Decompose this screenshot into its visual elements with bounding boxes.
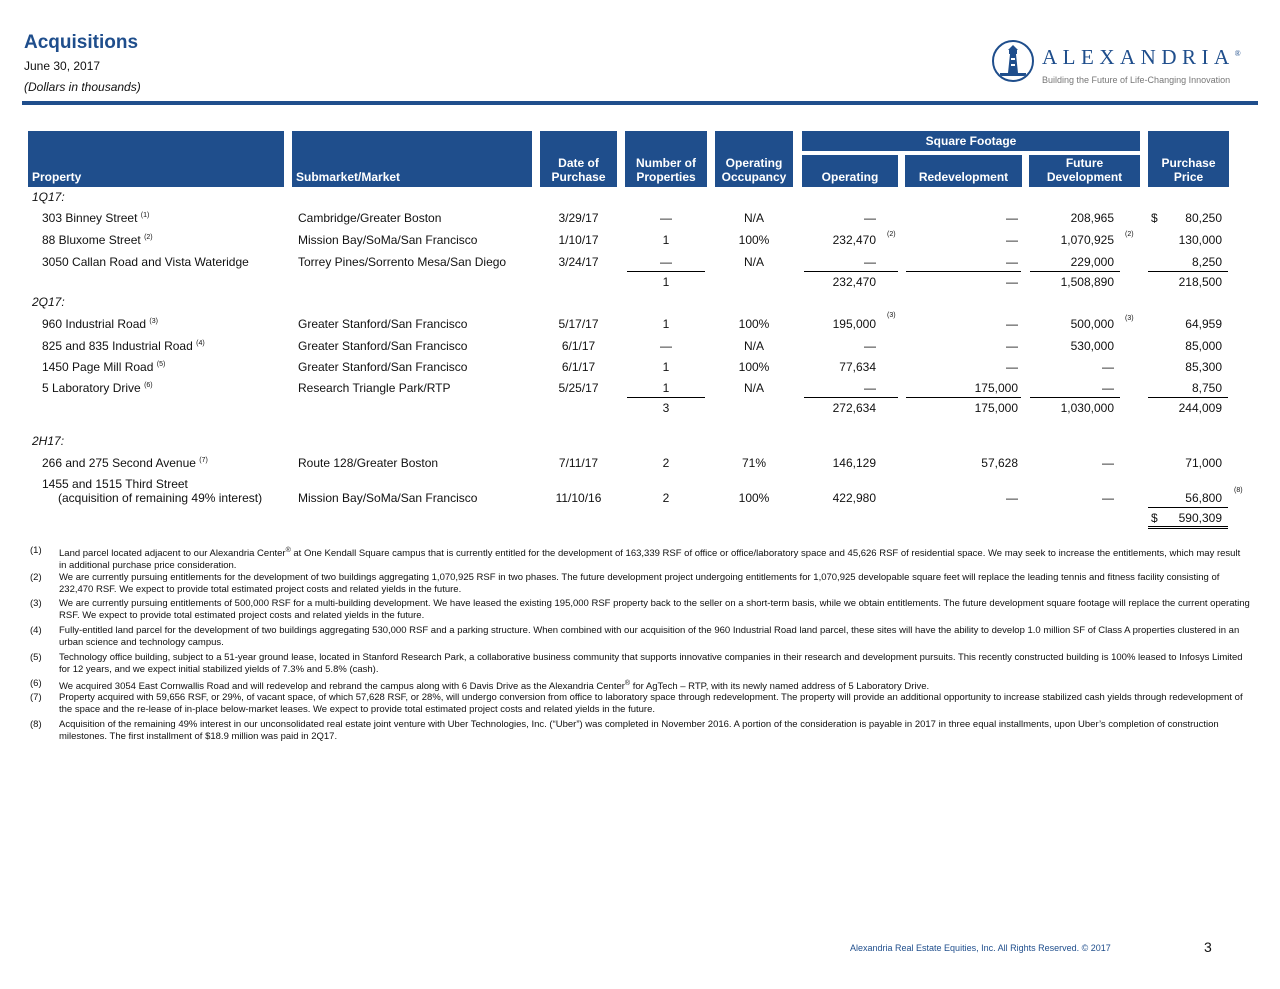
total-double-rule <box>1148 526 1228 529</box>
subtotal-rule <box>804 271 898 272</box>
header-divider <box>22 101 1258 105</box>
subtotal-rule <box>906 271 1021 272</box>
subtotal-rule <box>1030 397 1120 398</box>
page-title: Acquisitions <box>24 32 139 53</box>
col-header-occupancy: Operating Occupancy <box>715 131 793 187</box>
col-header-date: Date of Purchase <box>540 131 617 187</box>
report-date: June 30, 2017 <box>24 59 101 73</box>
logo-tagline: Building the Future of Life-Changing Innovation <box>1042 75 1231 85</box>
footnote: (1) Land parcel located adjacent to our Alexandria Center® at One Kendall Square campus that is currently entitled for the development of 163,339 RSF of office or office/laboratory space and 45,626 RSF of residential space. We may seek to increase the entitlements, which may result in additional purchase price consideration. <box>30 545 1241 571</box>
section-label-2q17: 2Q17: <box>32 295 65 309</box>
subtotal-rule <box>1148 271 1228 272</box>
subtotal-rule <box>627 271 705 272</box>
col-header-submarket: Submarket/Market <box>292 131 532 187</box>
footnote: (8) Acquisition of the remaining 49% interest in our unconsolidated real estate joint venture with Uber Technologies, Inc. (“Uber”) was completed in November 2016. A portion of the consideration is payable in 2017 in three equal installments, upon Uber’s completion of construction milestones. The first installment of $18.9 million was paid in 2Q17. <box>30 719 1219 742</box>
col-header-property: Property <box>28 131 284 187</box>
subtotal-rule <box>627 397 705 398</box>
col-header-num-properties: Number of Properties <box>625 131 707 187</box>
section-label-2h17: 2H17: <box>32 434 65 448</box>
col-header-operating: Operating <box>802 155 898 187</box>
total-rule <box>1148 507 1228 508</box>
section-label-1q17: 1Q17: <box>32 190 65 204</box>
square-footage-header: Square Footage <box>802 131 1140 151</box>
units-note: (Dollars in thousands) <box>24 80 141 94</box>
page-number: 3 <box>1204 939 1212 955</box>
subtotal-rule <box>804 397 898 398</box>
company-logo <box>992 40 1252 90</box>
footnote: (4) Fully-entitled land parcel for the development of two buildings aggregating 530,000 RSF and a parking structure. When combined with our acquisition of the 960 Industrial Road land parcel, these sites will have the ability to develop 1.0 million SF of Class A properties clustered in an urban science and technology campus. <box>30 625 1240 648</box>
footnote: (2) We are currently pursuing entitlements for the development of two buildings aggregating 1,070,925 RSF in two phases. The future development project undergoing entitlements for 1,070,925 developable square feet will replace the leading tennis and fitness facility consisting of 232,470 RSF. We expect to provide total estimated project costs and related yields in the future. <box>30 572 1220 595</box>
footnote: (7) Property acquired with 59,656 RSF, or 29%, of vacant space, of which 57,628 RSF, or 28%, will undergo conversion from office to laboratory space through redevelopment. The property will provide an additional opportunity to increase stabilized cash yields through redevelopment of the space and the re-lease of in-place below-market leases. We expect to provide total estimated project costs and related yields in the future. <box>30 692 1243 715</box>
copyright-footer: Alexandria Real Estate Equities, Inc. All Rights Reserved. © 2017 <box>850 943 1111 953</box>
logo-wordmark: ALEXANDRIA® <box>1042 45 1241 69</box>
col-header-redevelopment: Redevelopment <box>905 155 1022 187</box>
col-header-future-development: Future Development <box>1029 155 1140 187</box>
subtotal-rule <box>1030 271 1120 272</box>
footnote: (3) We are currently pursuing entitlements of 500,000 RSF for a multi-building development. We have leased the existing 195,000 RSF property back to the seller on a short-term basis, while we obtain entitlements. The future development square footage will replace the current operating RSF. We expect to provide total estimated project costs and related yields in the future. <box>30 598 1250 621</box>
subtotal-rule <box>1148 397 1228 398</box>
footnote: (5) Technology office building, subject to a 51-year ground lease, located in Stanford Research Park, a collaborative business community that supports innovative companies in their research and development pursuits. This recently constructed building is 100% leased to Infosys Limited for 12 years, and we expect initial stabilized yields of 7.3% and 5.8% (cash). <box>30 652 1243 675</box>
footnote: (6) We acquired 3054 East Cornwallis Road and will redevelop and rebrand the campus along with 6 Davis Drive as the Alexandria Center® for AgTech – RTP, with its newly named address of 5 Laboratory Drive. <box>30 678 930 693</box>
subtotal-rule <box>906 397 1021 398</box>
lighthouse-icon <box>992 40 1034 82</box>
col-header-purchase-price: Purchase Price <box>1148 131 1229 187</box>
